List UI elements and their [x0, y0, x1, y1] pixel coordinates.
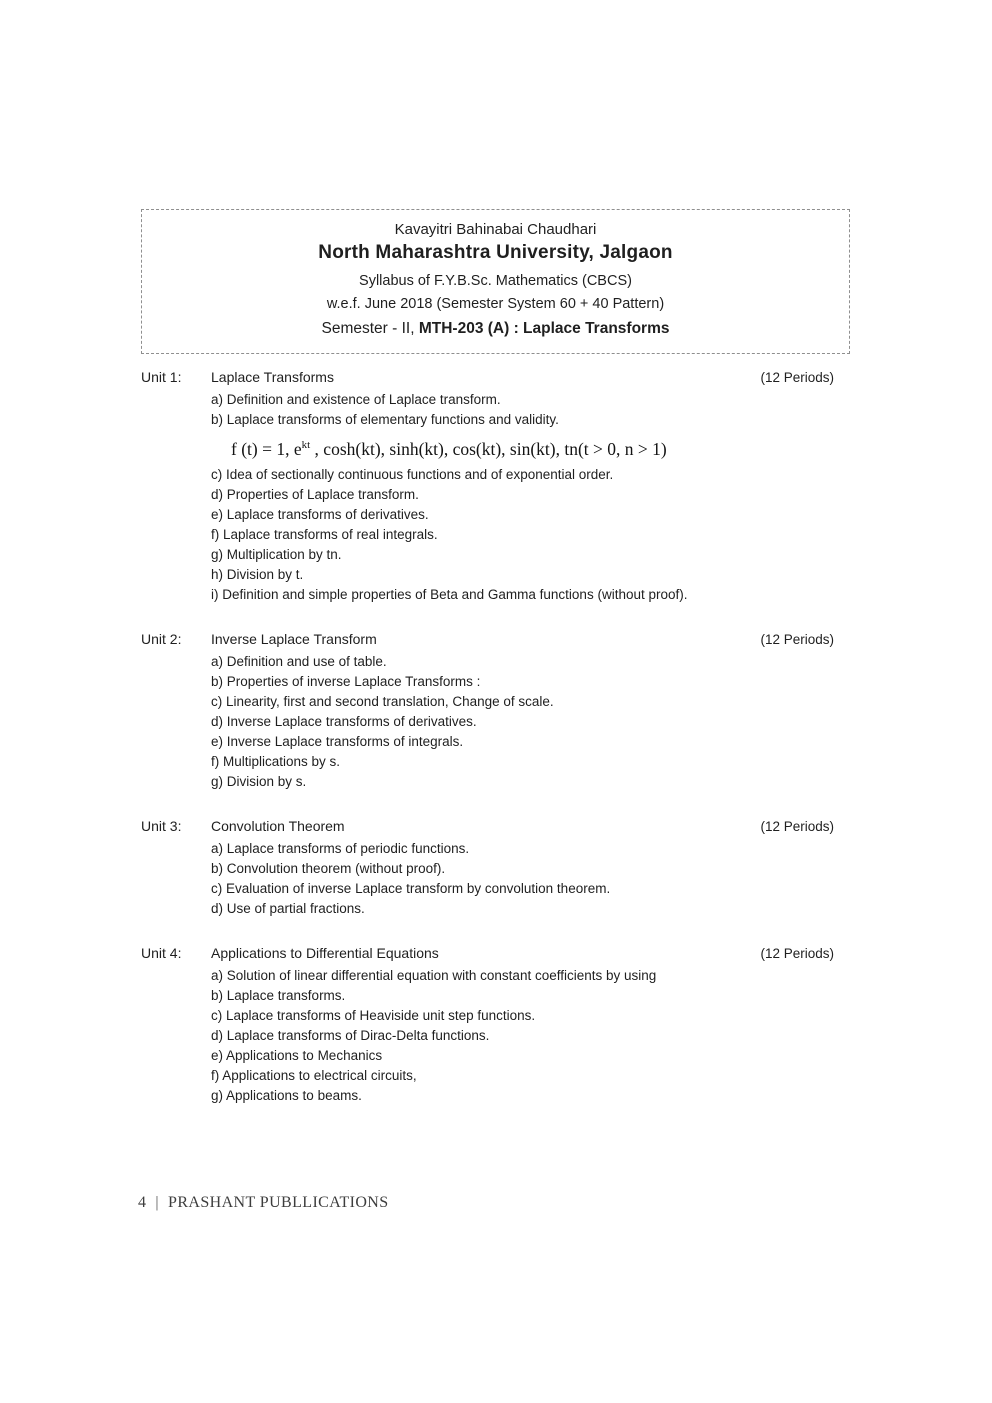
unit-2-items	[211, 652, 850, 792]
unit-label: Unit 3:	[141, 817, 182, 834]
publisher-name: PRASHANT PUBLLICATIONS	[168, 1194, 389, 1211]
syllabus-item: e) Laplace transforms of derivatives.	[211, 506, 429, 522]
unit-periods: (12 Periods)	[760, 631, 834, 647]
page-number: 4	[138, 1194, 147, 1211]
unit-label: Unit 1:	[141, 369, 182, 385]
syllabus-item: d) Use of partial fractions.	[211, 900, 365, 916]
unit-4-heading	[141, 945, 850, 961]
syllabus-item: d) Properties of Laplace transform.	[211, 486, 419, 502]
unit-label: Unit 4:	[141, 944, 182, 961]
unit-3-items	[211, 839, 850, 919]
syllabus-item: a) Definition and use of table.	[211, 653, 387, 669]
syllabus-item: c) Linearity, first and second translation, Change of scale.	[211, 693, 554, 709]
syllabus-item: d) Laplace transforms of Dirac-Delta functions.	[211, 1027, 490, 1043]
laplace-functions-formula	[211, 430, 850, 465]
syllabus-item: a) Laplace transforms of periodic functions.	[211, 840, 470, 856]
effective-date-line: w.e.f. June 2018 (Semester System 60 + 40 Pattern)	[326, 296, 665, 312]
syllabus-item: a) Solution of linear differential equation with constant coefficients by using	[211, 967, 657, 983]
unit-periods: (12 Periods)	[760, 370, 834, 385]
semester-label: Semester - II,	[321, 320, 419, 337]
syllabus-item: g) Applications to beams.	[211, 1087, 362, 1103]
unit-periods: (12 Periods)	[760, 818, 834, 834]
page-content	[141, 209, 850, 1106]
syllabus-item: f) Applications to electrical circuits,	[211, 1067, 417, 1083]
unit-3-section	[141, 818, 850, 919]
unit-title: Inverse Laplace Transform	[211, 630, 377, 647]
unit-title: Applications to Differential Equations	[211, 944, 439, 961]
unit-title: Convolution Theorem	[211, 817, 345, 834]
syllabus-item: f) Multiplications by s.	[211, 753, 341, 769]
syllabus-item: b) Laplace transforms of elementary functions and validity.	[211, 412, 559, 427]
unit-1-items	[211, 390, 850, 605]
syllabus-item: g) Multiplication by tn.	[211, 546, 342, 562]
university-name: North Maharashtra University, Jalgaon	[318, 242, 673, 263]
course-title-line	[152, 320, 839, 338]
unit-label: Unit 2:	[141, 630, 182, 647]
syllabus-item: a) Definition and existence of Laplace transform.	[211, 392, 501, 407]
syllabus-item: h) Division by t.	[211, 566, 304, 582]
unit-4-section	[141, 945, 850, 1106]
unit-1-heading	[141, 369, 850, 385]
syllabus-item: c) Laplace transforms of Heaviside unit step functions.	[211, 1007, 536, 1023]
syllabus-subtitle: Syllabus of F.Y.B.Sc. Mathematics (CBCS)	[359, 273, 632, 289]
footer-separator: |	[155, 1194, 160, 1211]
syllabus-item: c) Evaluation of inverse Laplace transform by convolution theorem.	[211, 880, 611, 896]
syllabus-item: e) Applications to Mechanics	[211, 1047, 383, 1063]
syllabus-item: g) Division by s.	[211, 773, 307, 789]
unit-2-heading	[141, 631, 850, 647]
formula-exponent: kt	[301, 439, 311, 451]
course-code-title: MTH-203 (A) : Laplace Transforms	[418, 320, 670, 337]
unit-1-section	[141, 369, 850, 605]
unit-3-heading	[141, 818, 850, 834]
unit-4-items	[211, 966, 850, 1106]
syllabus-item: b) Laplace transforms.	[211, 987, 346, 1003]
syllabus-item: d) Inverse Laplace transforms of derivatives.	[211, 713, 477, 729]
unit-2-section	[141, 631, 850, 792]
university-name-prefix: Kavayitri Bahinabai Chaudhari	[394, 221, 597, 238]
syllabus-item: c) Idea of sectionally continuous functions and of exponential order.	[211, 466, 614, 482]
syllabus-item: f) Laplace transforms of real integrals.	[211, 526, 438, 542]
page-footer	[138, 1194, 389, 1212]
unit-periods: (12 Periods)	[760, 945, 834, 961]
syllabus-header-box	[141, 209, 850, 354]
unit-title: Laplace Transforms	[211, 369, 334, 385]
syllabus-item: i) Definition and simple properties of Beta and Gamma functions (without proof).	[211, 586, 688, 602]
syllabus-item: b) Convolution theorem (without proof).	[211, 860, 446, 876]
syllabus-item: b) Properties of inverse Laplace Transforms :	[211, 673, 481, 689]
formula-prefix: f (t) = 1, e	[231, 438, 302, 459]
syllabus-item: e) Inverse Laplace transforms of integrals.	[211, 733, 464, 749]
formula-suffix: , cosh(kt), sinh(kt), cos(kt), sin(kt), tn(t > 0, n > 1)	[310, 438, 667, 459]
